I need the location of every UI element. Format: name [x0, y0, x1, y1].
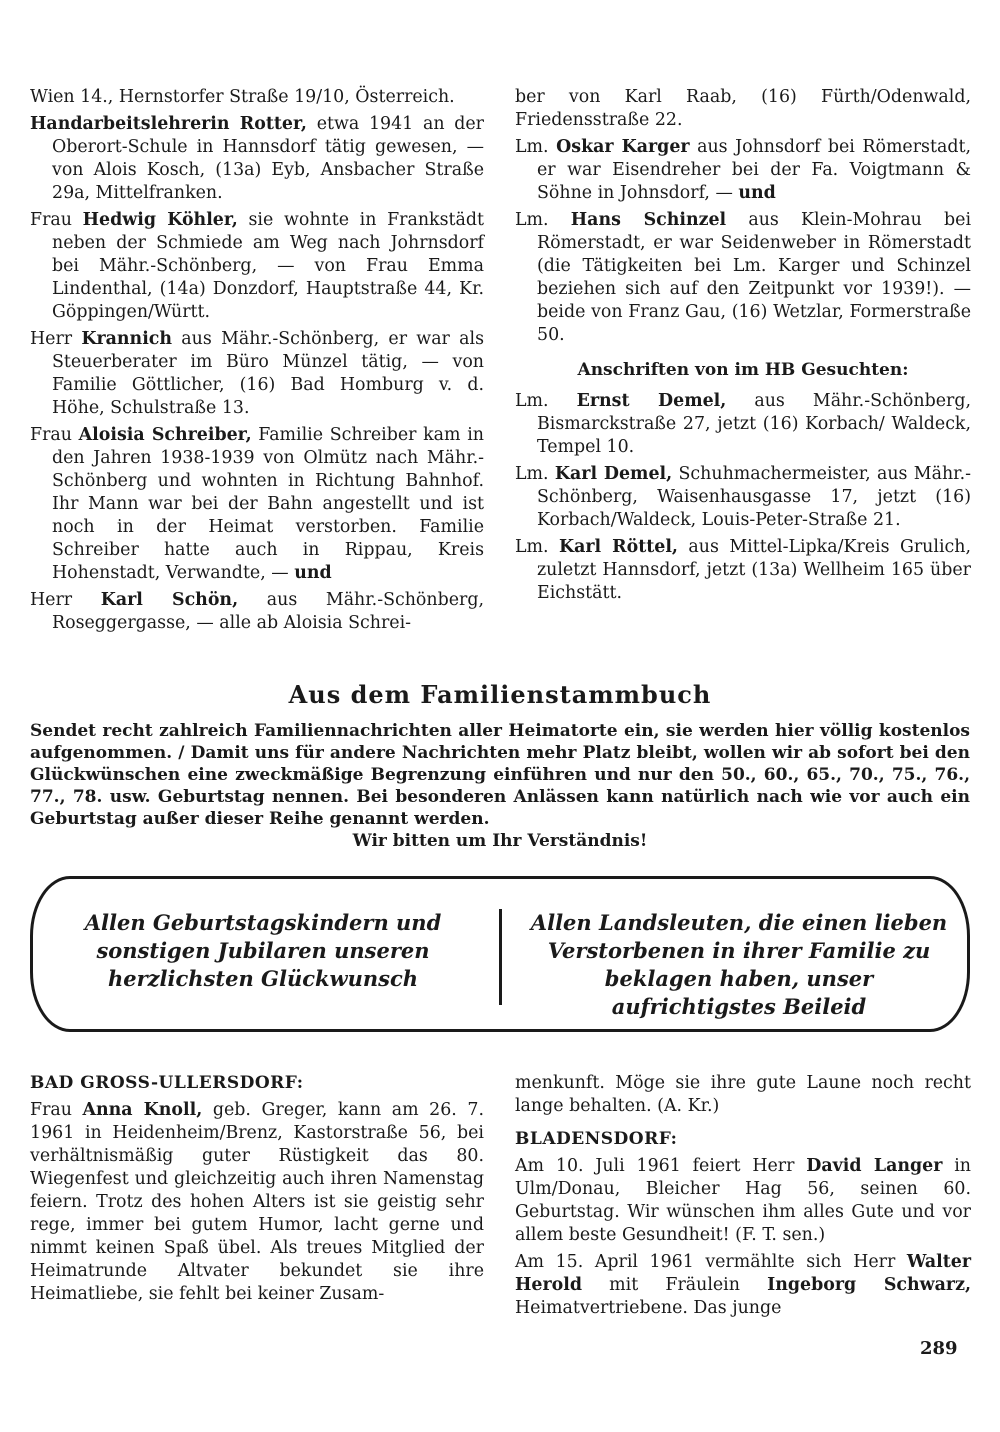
- bold-text: und: [294, 563, 332, 583]
- text: Lm.: [515, 137, 557, 157]
- column-top-left: [30, 86, 484, 635]
- bold-text: und: [738, 183, 776, 203]
- text: aus Johnsdorf bei Römerstadt, er war Eisendreher bei der Fa. Voigtmann & Söhne in Johnsdorf, —: [537, 137, 971, 203]
- text: aus Mittel-Lipka/Kreis Grulich, zuletzt Hannsdorf, jetzt (13a) Wellheim 165 über Eichstätt.: [537, 537, 971, 603]
- bold-text: Ernst Demel,: [576, 391, 727, 411]
- notice-text: Sendet recht zahlreich Familiennachrichten aller Heimatorte ein, sie werden hier völlig kostenlos aufgenommen. / Damit uns für andere Nachrichten mehr Platz bleibt, wollen wir ab sofort bei den Glückwünschen eine zweckmäßige Begrenzung einführen und nur den 50., 60., 65., 70., 75., 76., 77., 78. usw. Geburtstag nennen. Bei besonderen Anlässen kann natürlich nach wie vor auch ein Geburtstag außer dieser Reihe genannt werden.: [30, 721, 970, 829]
- place-heading: [30, 1072, 484, 1095]
- bold-text: Karl Röttel,: [559, 537, 678, 557]
- column-bottom-right: [515, 1072, 971, 1320]
- entry: [515, 136, 971, 205]
- bold-text: Anschriften von im HB Gesuchten:: [577, 360, 909, 380]
- bold-text: Karl Demel,: [554, 464, 673, 484]
- notice-closing: Wir bitten um Ihr Verständnis!: [352, 831, 648, 851]
- column-top-right: [515, 86, 971, 605]
- section-notice: [30, 720, 970, 852]
- text: ber von Karl Raab, (16) Fürth/Odenwald, Friedensstraße 22.: [515, 87, 971, 130]
- text: Lm.: [515, 537, 560, 557]
- entry: [30, 1099, 484, 1306]
- entry: [30, 113, 484, 205]
- text: Lm.: [515, 210, 571, 230]
- bold-text: Krannich: [81, 329, 173, 349]
- text: geb. Greger, kann am 26. 7. 1961 in Heidenheim/Brenz, Kastorstraße 56, bei verhältnismäßig guter Rüstigkeit das 80. Wiegenfest und gleichzeitig auch ihren Namenstag feiern. Trotz des hohen Alters ist sie geistig sehr rege, immer bei gutem Humor, lacht gerne und nimmt keinen Spaß übel. Als treues Mitglied der Heimatrunde Altvater bekundet sie ihre Heimatliebe, sie fehlt bei keiner Zusam-: [30, 1100, 484, 1304]
- text: Lm.: [515, 464, 555, 484]
- bold-text: Karl Schön,: [100, 590, 239, 610]
- entry: [515, 536, 971, 605]
- bold-text: Hedwig Köhler,: [82, 210, 238, 230]
- text: Familie Schreiber kam in den Jahren 1938-1939 von Olmütz nach Mähr.-Schönberg und wohnten in Richtung Bahnhof. Ihr Mann war bei der Bahn angestellt und ist noch in der Heimat verstorben. Familie Schreiber hatte auch in Rippau, Kreis Hohenstadt, Verwandte, —: [52, 425, 484, 583]
- entry: [30, 424, 484, 585]
- text: aus Mähr.-Schönberg, Roseggergasse, — alle ab Aloisia Schrei-: [52, 590, 484, 633]
- text: in Ulm/Donau, Bleicher Hag 56, seinen 60. Geburtstag. Wir wünschen ihm alles Gute und vor allem beste Gesundheit! (F. T. sen.): [515, 1156, 971, 1245]
- page-number: 289: [920, 1338, 958, 1359]
- section-title: Aus dem Familienstammbuch: [288, 680, 712, 709]
- bold-text: Anna Knoll,: [82, 1100, 203, 1120]
- entry: [515, 1251, 971, 1320]
- text: Herr: [30, 590, 101, 610]
- entry: [515, 86, 971, 132]
- birthday-greeting: Allen Geburtstagskindern und sonstigen Jubilaren unseren herzlichsten Glückwunsch: [84, 910, 442, 991]
- text: mit Fräulein: [582, 1275, 768, 1295]
- bold-text: Hans Schinzel: [570, 210, 727, 230]
- condolence-message: Allen Landsleuten, die einen lieben Verstorbenen in ihrer Familie zu beklagen haben, unser aufrichtigstes Beileid: [530, 910, 948, 1019]
- text: sie wohnte in Frankstädt neben der Schmiede am Weg nach Johrnsdorf bei Mähr.-Schönberg, — von Frau Emma Lindenthal, (14a) Donzdorf, Hauptstraße 44, Kr. Göppingen/Württ.: [52, 210, 484, 322]
- text: Herr: [30, 329, 82, 349]
- entry: [30, 328, 484, 420]
- entry: [515, 1072, 971, 1118]
- text: Heimatvertriebene. Das junge: [515, 1298, 782, 1318]
- bold-text: Oskar Karger: [556, 137, 690, 157]
- text: etwa 1941 an der Oberort-Schule in Hannsdorf tätig gewesen, — von Alois Kosch, (13a) Eyb, Ansbacher Straße 29a, Mittelfranken.: [52, 114, 485, 203]
- bold-text: David Langer: [806, 1156, 943, 1176]
- box-divider: [499, 909, 502, 1005]
- bold-text: BLADENSDORF:: [515, 1129, 678, 1149]
- entry: [30, 589, 484, 635]
- text: Frau: [30, 425, 79, 445]
- bold-text: Ingeborg Schwarz,: [767, 1275, 971, 1295]
- text: Lm.: [515, 391, 577, 411]
- text: Am 10. Juli 1961 feiert Herr: [515, 1156, 807, 1176]
- bold-text: BAD GROSS-ULLERSDORF:: [30, 1073, 304, 1093]
- bold-text: Walter Herold: [515, 1252, 971, 1295]
- entry: [515, 209, 971, 347]
- entry: [515, 1155, 971, 1247]
- text: Frau: [30, 210, 83, 230]
- text: aus Klein-Mohrau bei Römerstadt, er war Seidenweber in Römerstadt (die Tätigkeiten bei Lm. Karger und Schinzel beziehen sich auf den Zeitpunkt vor 1939!). — beide von Franz Gau, (16) Wetzlar, Formerstraße 50.: [537, 210, 971, 345]
- entry: [30, 209, 484, 324]
- entry: [30, 86, 484, 109]
- text: aus Mähr.-Schönberg, er war als Steuerberater im Büro Münzel tätig, — von Familie Göttlicher, (16) Bad Homburg v. d. Höhe, Schulstraße 13.: [52, 329, 484, 418]
- place-heading: [515, 1128, 971, 1151]
- text: menkunft. Möge sie ihre gute Laune noch recht lange behalten. (A. Kr.): [515, 1073, 971, 1116]
- text: Wien 14., Hernstorfer Straße 19/10, Österreich.: [30, 87, 455, 107]
- text: Schuhmachermeister, aus Mähr.-Schönberg, Waisenhausgasse 17, jetzt (16) Korbach/Waldeck, Louis-Peter-Straße 21.: [537, 464, 971, 530]
- text: Am 15. April 1961 vermählte sich Herr: [515, 1252, 907, 1272]
- bold-text: Handarbeitslehrerin Rotter,: [30, 114, 307, 134]
- bold-text: Aloisia Schreiber,: [78, 425, 252, 445]
- subheading: [515, 359, 971, 382]
- column-bottom-left: [30, 1072, 484, 1306]
- entry: [515, 390, 971, 459]
- greeting-box: [30, 876, 970, 1032]
- text: aus Mähr.-Schönberg, Bismarckstraße 27, jetzt (16) Korbach/ Waldeck, Tempel 10.: [537, 391, 971, 457]
- entry: [515, 463, 971, 532]
- text: Frau: [30, 1100, 83, 1120]
